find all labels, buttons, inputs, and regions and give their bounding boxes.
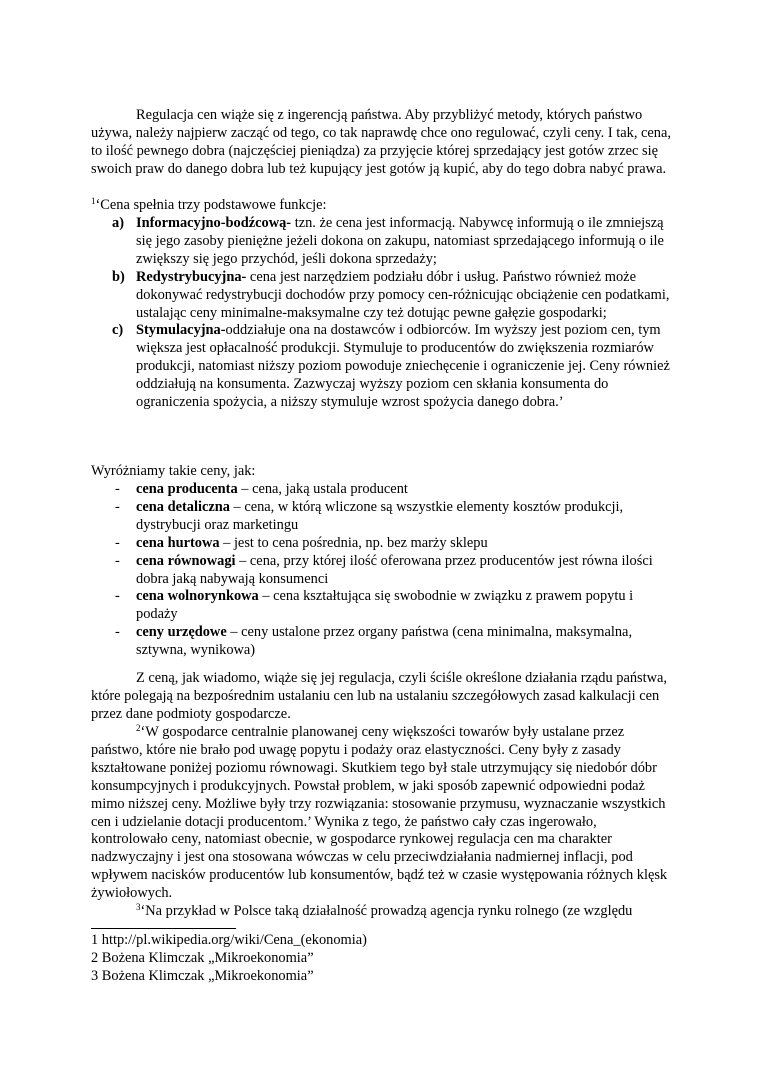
list-marker: - (115, 481, 120, 497)
list-item (91, 215, 671, 269)
footnote-item: 3 Bożena Klimczak „Mikroekonomia” (91, 967, 314, 984)
footnote-ref-2[interactable]: 2 (136, 723, 141, 733)
function-term: Redystrybucyjna- (136, 268, 247, 285)
list-marker: b) (112, 268, 125, 285)
function-term: Stymulacyjna- (136, 322, 226, 339)
paragraph-example-poland (91, 903, 671, 921)
paragraph-planned-economy-text: ‘W gospodarce centralnie planowanej ceny większości towarów były ustalane przez państwo, które nie brało pod uwagę popytu i podaży oraz elastyczności. Ceny były z zasady kształtowane poniżej poziomu równowagi. Skutkiem tego był stale utrzymujący się niedobór dóbr konsumpcyjnych i produkcyjnych. Powstał problem, w jaki sposób zapewnić odpowiedni podaż mimo niższej ceny. Możliwe były trzy rozwiązania: stosowanie przymusu, wyznaczanie wszystkich cen i udzielanie dotacji producentom.’ Wynika z tego, że państwo cały czas ingerowało, kontrolowało ceny, natomiast obecnie, w gospodarce rynkowej regulacja cen ma charakter nadzwyczajny i jest ona stosowana wówczas w celu przeciwdziałania nadmiernej inflacji, pod wpływem nacisków producentów lub konsumentów, bądź też w czasie występowania różnych klęsk żywiołowych. (91, 724, 668, 902)
type-desc: – ceny ustalone przez organy państwa (cena minimalna, maksymalna, sztywna, wynikowa) (136, 624, 633, 659)
type-term: cena detaliczna (136, 498, 230, 515)
footnote-ref-3[interactable]: 3 (136, 902, 141, 912)
type-desc: – cena, jaką ustala producent (237, 481, 408, 497)
list-marker: c) (112, 322, 124, 339)
list-marker: - (115, 588, 120, 605)
type-desc: – cena, w którą wliczone są wszystkie elementy kosztów produkcji, dystrybucji oraz marketingu (136, 498, 624, 533)
price-types-intro: Wyróżniamy takie ceny, jak: (91, 463, 256, 479)
footnote-item: 1 http://pl.wikipedia.org/wiki/Cena_(ekonomia) (91, 932, 367, 948)
list-marker: - (115, 624, 120, 641)
type-term: cena producenta (136, 481, 238, 497)
type-term: cena wolnorynkowa (136, 588, 259, 605)
type-desc: – jest to cena pośrednia, np. bez marży sklepu (219, 534, 488, 551)
list-item (91, 499, 671, 535)
list-item (91, 269, 671, 323)
list-item (91, 322, 671, 412)
list-item (91, 588, 671, 624)
paragraph-example-poland-text: ‘Na przykład w Polsce taką działalność prowadzą agencja rynku rolnego (ze względu (140, 903, 633, 919)
functions-intro-text: ‘Cena spełnia trzy podstawowe funkcje: (95, 197, 327, 213)
list-item (91, 624, 671, 660)
function-desc: oddziałuje ona na dostawców i odbiorców. Im wyższy jest poziom cen, tym większa jest opłacalność produkcji. Stymuluje to producentów do zwiększenia rozmiarów produkcji, natomiast niższy poziom powoduje zniechęcenie i ograniczenie jej. Ceny również oddziałują na konsumenta. Zazwyczaj wyższy poziom cen skłania konsumenta do ograniczenia spożycia, a niższy stymuluje wzrost spożycia danego dobra.’ (136, 322, 670, 411)
paragraph-planned-economy (91, 724, 671, 903)
list-item (91, 553, 671, 589)
list-item (91, 535, 671, 553)
footnote-item: 2 Bożena Klimczak „Mikroekonomia” (91, 949, 314, 966)
price-functions-list (91, 215, 671, 412)
type-term: cena hurtowa (136, 534, 220, 551)
list-marker: - (115, 498, 120, 515)
footnote-separator (91, 928, 236, 929)
type-desc: – cena kształtująca się swobodnie w związku z prawem popytu i podaży (136, 588, 634, 623)
footnote-ref-1[interactable]: 1 (91, 196, 96, 206)
list-marker: - (115, 534, 120, 551)
function-desc: tzn. że cena jest informacją. Nabywcę informują o ile zmniejszą się jego zasoby pieniężne jeżeli dokona on zakupu, natomiast sprzedającego informują o ile zwiększy się jego przychód, jeśli dokona sprzedaży; (136, 215, 664, 267)
functions-intro (91, 197, 671, 215)
function-term: Informacyjno-bodźcową- (136, 215, 292, 231)
function-desc: cena jest narzędziem podziału dóbr i usług. Państwo również może dokonywać redystrybucji dochodów przy pomocy cen-różnicując obciążenie cen podatkami, ustalając ceny minimalne-maksymalne czy też dotując pewne gałęzie gospodarki; (136, 268, 670, 321)
list-marker: a) (112, 215, 124, 231)
type-term: cena równowagi (136, 552, 236, 569)
type-desc: – cena, przy której ilość oferowana przez producentów jest równa ilości dobra jaką nabywają konsumenci (136, 552, 653, 587)
paragraph-definition: Regulacja cen wiąże się z ingerencją państwa. Aby przybliżyć metody, których państwo używa, należy najpierw zacząć od tego, co tak naprawdę chce ono regulować, czyli ceny. I tak, cena, to ilość pewnego dobra (najczęściej pieniądza) za przyjęcie której sprzedający jest gotów zrzec się swoich praw do danego dobra lub też kupujący jest gotów ją kupić, aby do tego dobra nabyć prawa. (91, 107, 671, 177)
type-term: ceny urzędowe (136, 624, 227, 641)
footnotes (91, 932, 671, 986)
list-item (91, 481, 671, 499)
price-types-list (91, 481, 671, 660)
list-marker: - (115, 552, 120, 569)
paragraph-regulation: Z ceną, jak wiadomo, wiąże się jej regulacja, czyli ściśle określone działania rządu państwa, które polegają na bezpośrednim ustalaniu cen lub na ustalaniu szczegółowych zasad kalkulacji cen przez dane podmioty gospodarcze. (91, 670, 668, 722)
